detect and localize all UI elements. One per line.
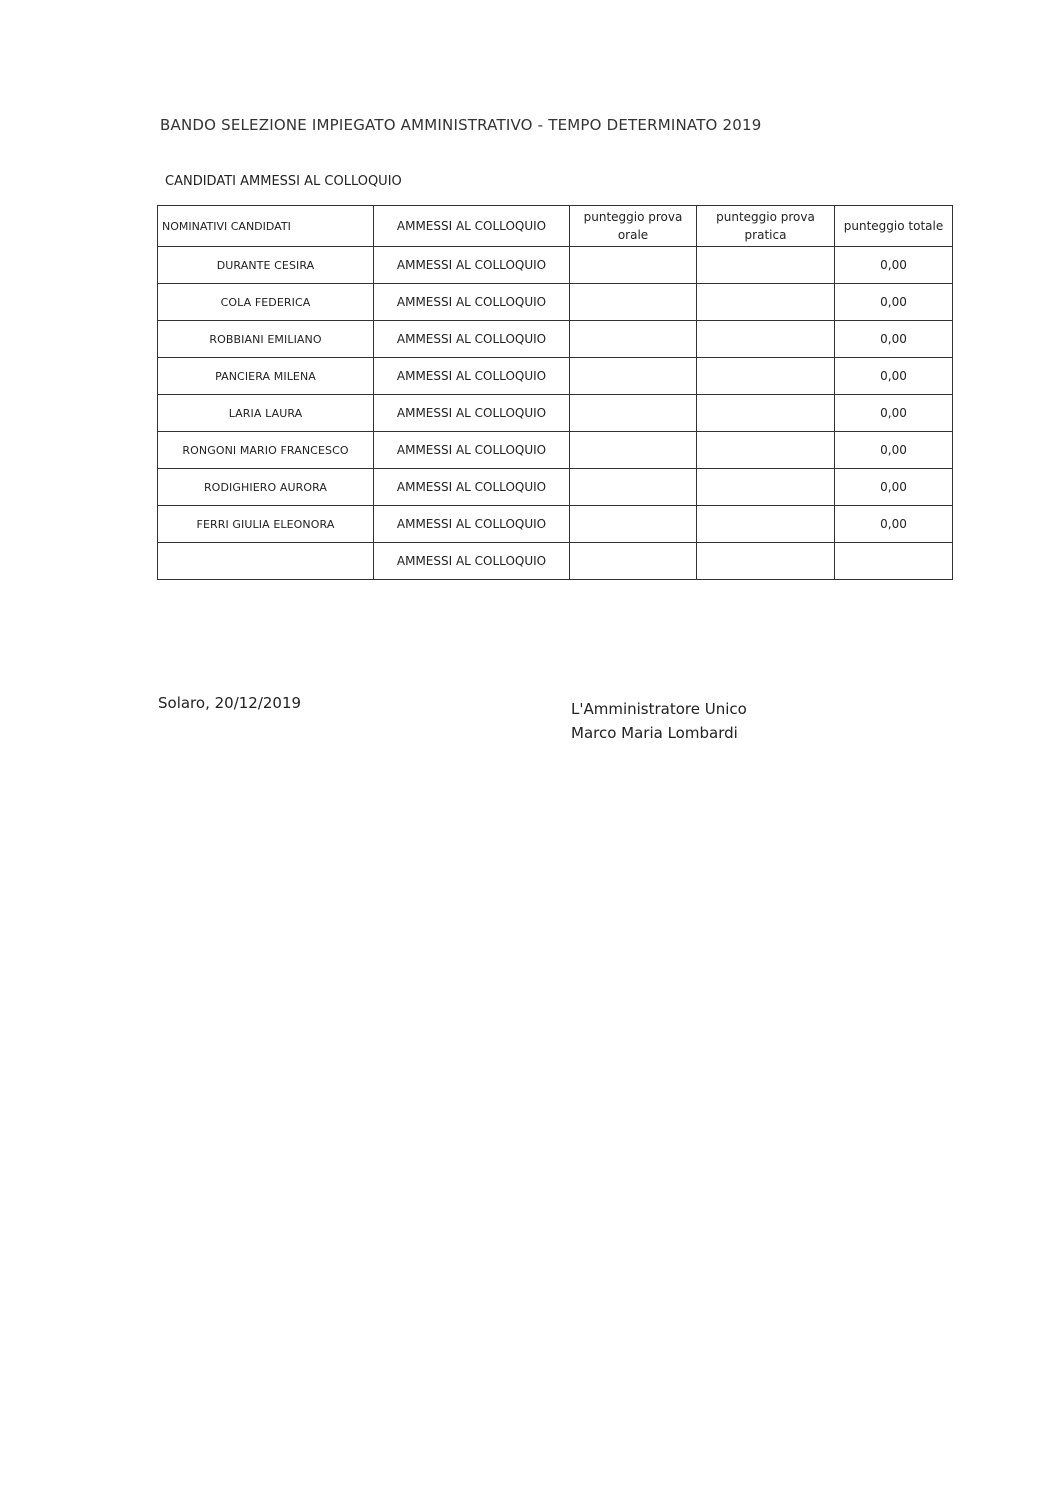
table-row: [158, 321, 953, 358]
table-row: [158, 358, 953, 395]
practical-score: [697, 321, 835, 358]
candidate-name: RONGONI MARIO FRANCESCO: [158, 432, 374, 469]
total-score: 0,00: [835, 469, 953, 506]
practical-score: [697, 543, 835, 580]
practical-score: [697, 247, 835, 284]
admission-status: AMMESSI AL COLLOQUIO: [374, 247, 570, 284]
table-header-row: [158, 206, 953, 247]
document-title: BANDO SELEZIONE IMPIEGATO AMMINISTRATIVO - TEMPO DETERMINATO 2019: [160, 116, 762, 134]
header-oral-score: punteggio prova orale: [570, 206, 697, 247]
header-name: NOMINATIVI CANDIDATI: [158, 206, 374, 247]
total-score: [835, 543, 953, 580]
admission-status: AMMESSI AL COLLOQUIO: [374, 395, 570, 432]
place-date: Solaro, 20/12/2019: [158, 694, 302, 712]
total-score: 0,00: [835, 358, 953, 395]
candidate-name: LARIA LAURA: [158, 395, 374, 432]
signer-role: L'Amministratore Unico: [571, 700, 747, 718]
total-score: 0,00: [835, 284, 953, 321]
total-score: 0,00: [835, 247, 953, 284]
candidate-name: ROBBIANI EMILIANO: [158, 321, 374, 358]
admission-status: AMMESSI AL COLLOQUIO: [374, 321, 570, 358]
practical-score: [697, 358, 835, 395]
total-score: 0,00: [835, 432, 953, 469]
table-row: [158, 543, 953, 580]
admission-status: AMMESSI AL COLLOQUIO: [374, 358, 570, 395]
table-row: [158, 284, 953, 321]
admission-status: AMMESSI AL COLLOQUIO: [374, 284, 570, 321]
header-total-score: punteggio totale: [835, 206, 953, 247]
practical-score: [697, 506, 835, 543]
total-score: 0,00: [835, 321, 953, 358]
practical-score: [697, 432, 835, 469]
candidate-name: RODIGHIERO AURORA: [158, 469, 374, 506]
admission-status: AMMESSI AL COLLOQUIO: [374, 506, 570, 543]
candidate-name: [158, 543, 374, 580]
candidates-table: [157, 205, 953, 580]
practical-score: [697, 284, 835, 321]
oral-score: [570, 395, 697, 432]
signer-name: Marco Maria Lombardi: [571, 724, 738, 742]
candidate-name: COLA FEDERICA: [158, 284, 374, 321]
oral-score: [570, 432, 697, 469]
candidate-name: DURANTE CESIRA: [158, 247, 374, 284]
oral-score: [570, 247, 697, 284]
candidate-name: PANCIERA MILENA: [158, 358, 374, 395]
oral-score: [570, 506, 697, 543]
oral-score: [570, 543, 697, 580]
table-row: [158, 432, 953, 469]
admission-status: AMMESSI AL COLLOQUIO: [374, 432, 570, 469]
table-row: [158, 395, 953, 432]
oral-score: [570, 469, 697, 506]
oral-score: [570, 321, 697, 358]
table-row: [158, 247, 953, 284]
admission-status: AMMESSI AL COLLOQUIO: [374, 543, 570, 580]
header-status: AMMESSI AL COLLOQUIO: [374, 206, 570, 247]
practical-score: [697, 395, 835, 432]
admission-status: AMMESSI AL COLLOQUIO: [374, 469, 570, 506]
oral-score: [570, 284, 697, 321]
section-title: CANDIDATI AMMESSI AL COLLOQUIO: [165, 174, 402, 189]
table-row: [158, 506, 953, 543]
total-score: 0,00: [835, 506, 953, 543]
header-practical-score: punteggio prova pratica: [697, 206, 835, 247]
candidate-name: FERRI GIULIA ELEONORA: [158, 506, 374, 543]
total-score: 0,00: [835, 395, 953, 432]
signature-block: [571, 697, 747, 745]
table-row: [158, 469, 953, 506]
oral-score: [570, 358, 697, 395]
practical-score: [697, 469, 835, 506]
